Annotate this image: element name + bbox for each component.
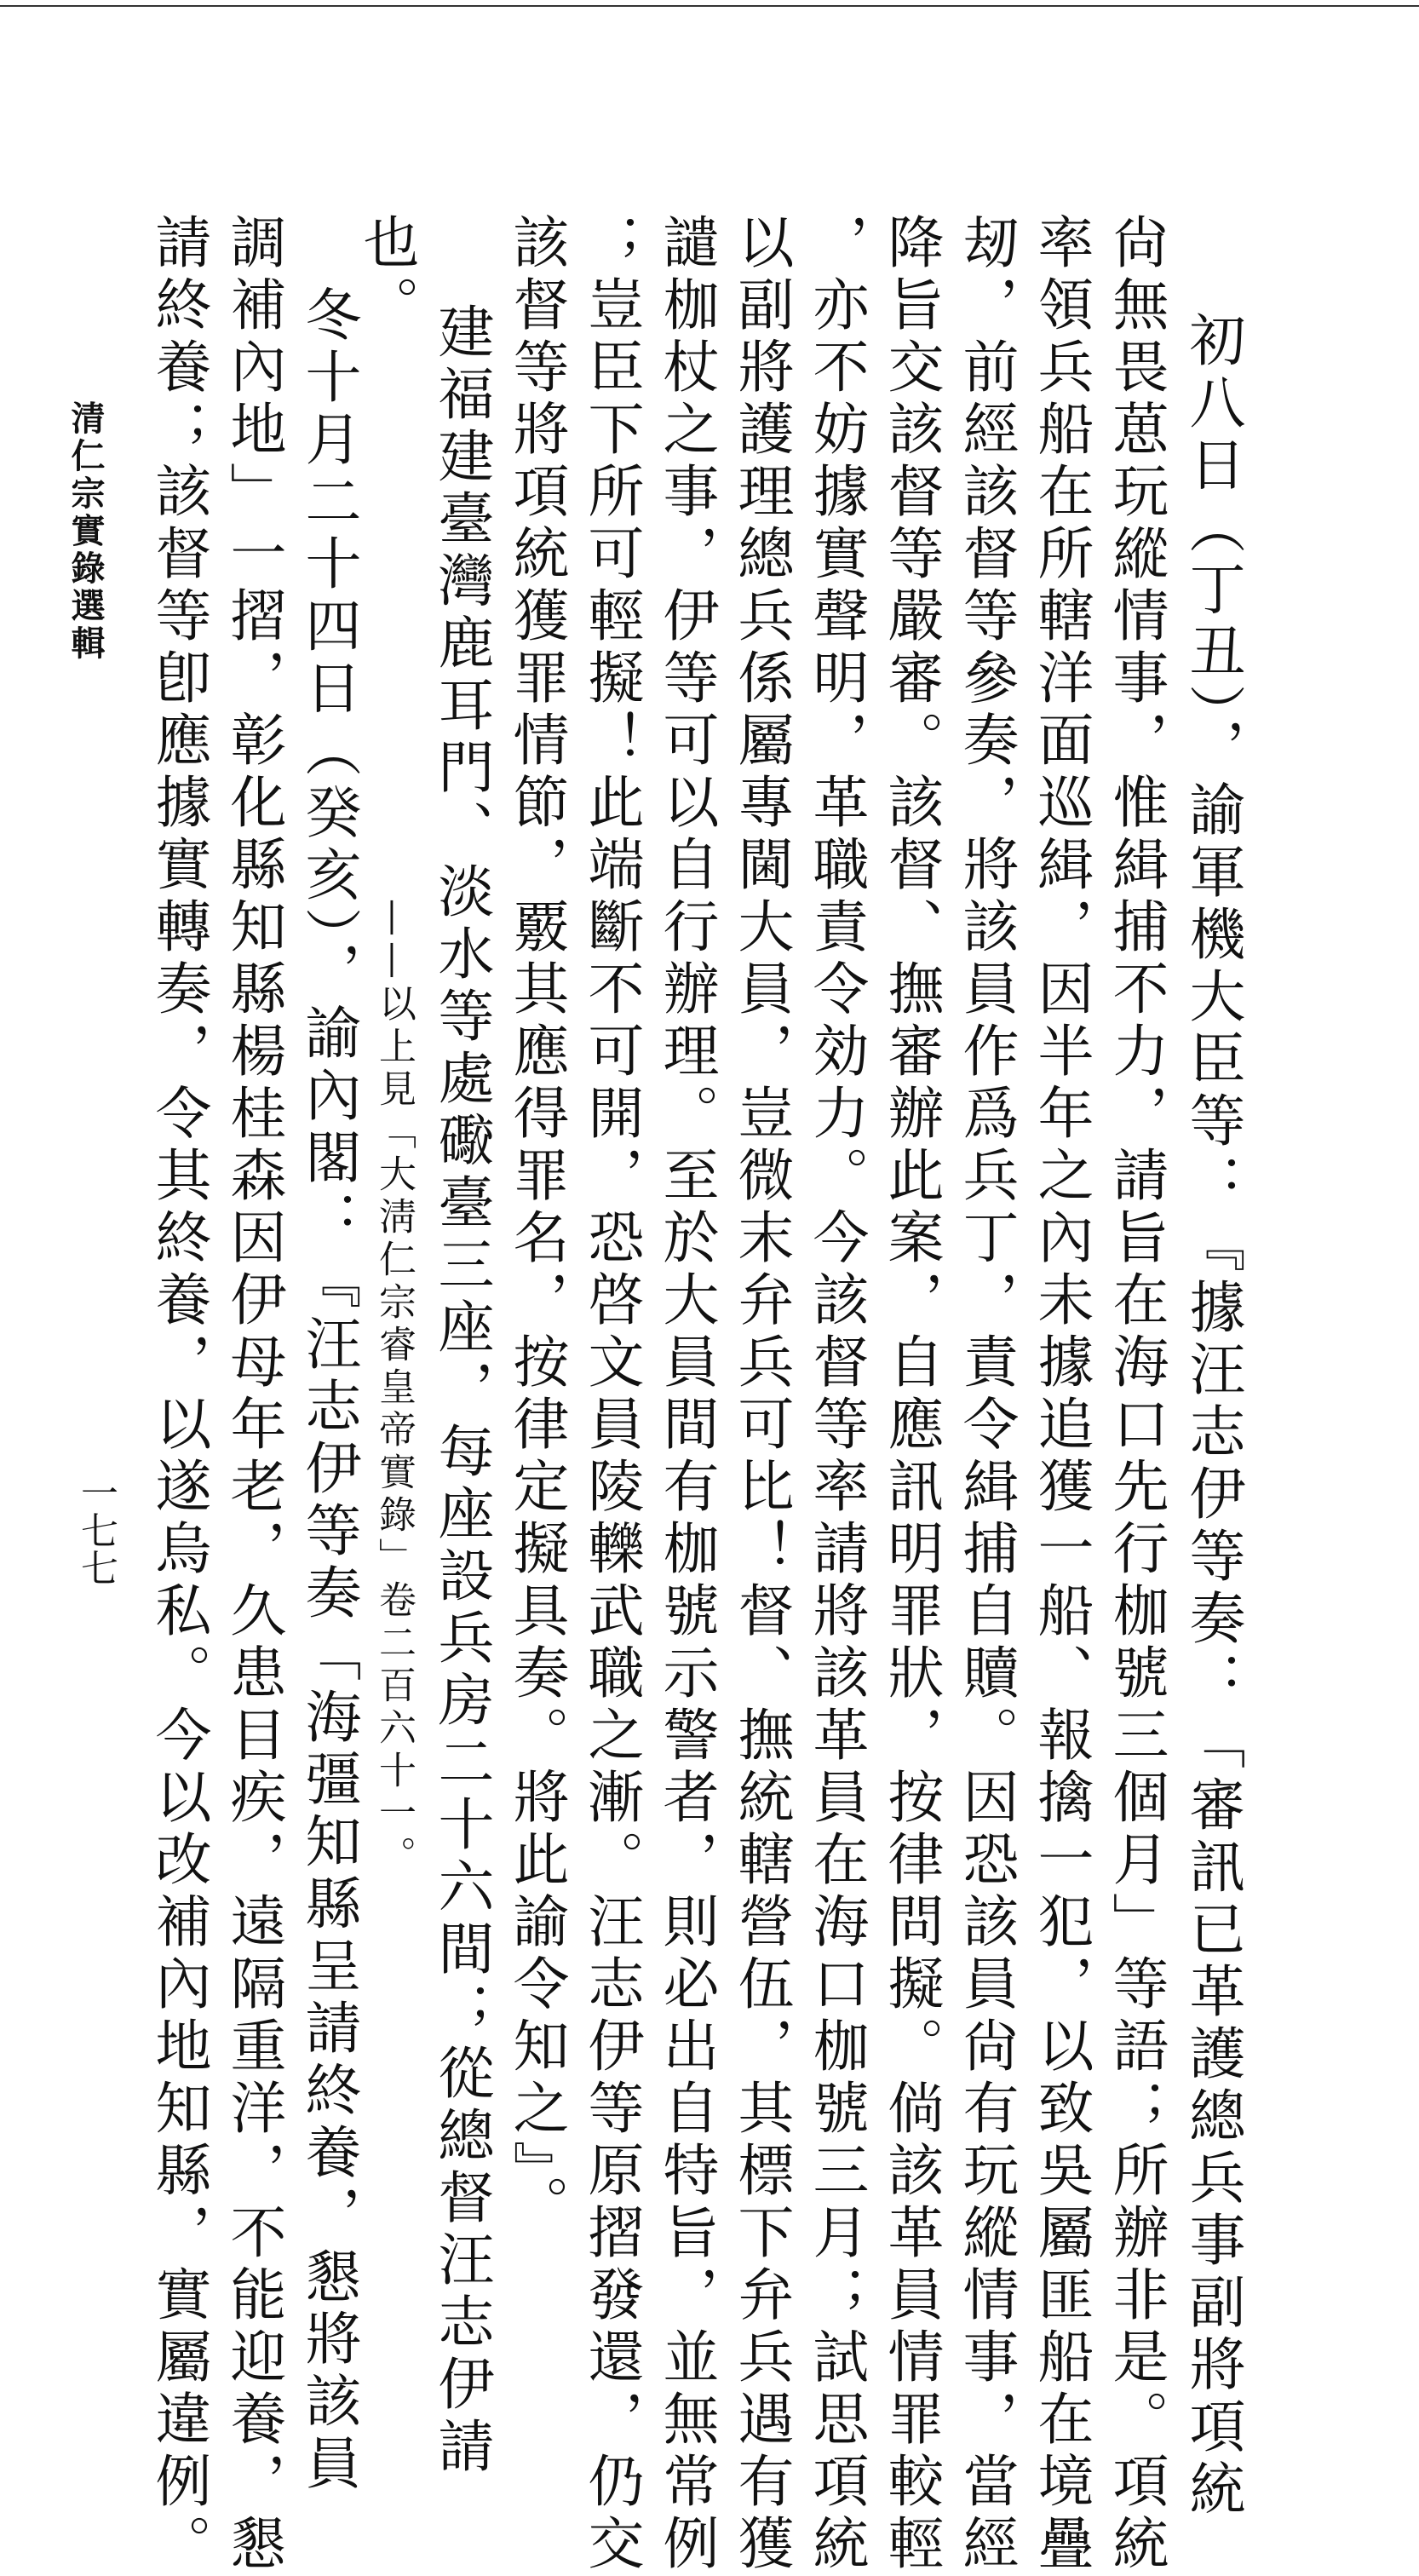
text-column-1: [1180, 311, 1245, 2521]
text-column-11: [428, 302, 494, 2479]
text-column-10: [503, 213, 569, 2237]
column-text: 初八日（丁丑），諭軍機大臣等：『據汪志伊等奏：「審訊已革護總兵事副將項統: [1180, 311, 1245, 2521]
page-number: [74, 1474, 118, 1586]
text-column-3: [1028, 213, 1094, 2576]
column-text: 降旨交該督等嚴審。該督、撫審辦此案，自應訊明罪狀，按律問擬。倘該革員情罪較輕: [878, 213, 944, 2576]
text-column-2: [1103, 213, 1169, 2576]
text-column-9: [578, 213, 644, 2576]
text-column-12: [353, 213, 419, 337]
page-number-text: 一七七: [74, 1474, 118, 1586]
text-column-15: [146, 213, 211, 2576]
text-column-7: [728, 213, 794, 2576]
text-column-6: [803, 213, 869, 2576]
column-text: 尙無畏葸玩縱情事，惟緝捕不力，請旨在海口先行枷號三個月」等語；所辦非是。項統: [1103, 213, 1169, 2576]
text-column-13: [296, 285, 361, 2496]
column-text: 刼，前經該督等參奏，將該員作爲兵丁，責令緝捕自贖。因恐該員尙有玩縱情事，當經: [953, 213, 1019, 2576]
source-note: [372, 899, 416, 1878]
text-column-4: [953, 213, 1019, 2576]
column-text: 該督等將項統獲罪情節，覈其應得罪名，按律定擬具奏。將此諭令知之』。: [503, 213, 569, 2237]
source-note-text: ——以上見「大淸仁宗睿皇帝實錄」卷二百六十一。: [372, 899, 416, 1878]
column-text: 建福建臺灣鹿耳門、淡水等處礮臺三座，每座設兵房二十六間；從總督汪志伊請: [428, 302, 494, 2479]
column-text: ，亦不妨據實聲明，革職責令効力。今該督等率請將該革員在海口枷號三月；試思項統: [803, 213, 869, 2576]
column-text: 請終養；該督等卽應據實轉奏，令其終養，以遂烏私。今以改補內地知縣，實屬違例。: [146, 213, 211, 2576]
text-column-8: [653, 213, 719, 2576]
text-column-14: [221, 213, 286, 2576]
column-text: 率領兵船在所轄洋面巡緝，因半年之內未據追獲一船、報擒一犯，以致吳屬匪船在境疊: [1028, 213, 1094, 2576]
column-text: 以副將護理總兵係屬專閫大員，豈微末弁兵可比！督、撫統轄營伍，其標下弁兵遇有獲: [728, 213, 794, 2576]
column-text: ；豈臣下所可輕擬！此端斷不可開，恐啓文員陵轢武職之漸。汪志伊等原摺發還，仍交: [578, 213, 644, 2576]
column-text: 冬十月二十四日（癸亥），諭內閣：『汪志伊等奏「海彊知縣呈請終養，懇將該員: [296, 285, 361, 2496]
text-column-5: [878, 213, 944, 2576]
running-header-text: 清仁宗實錄選輯: [66, 400, 106, 663]
column-text: 也。: [353, 213, 419, 337]
column-text: 調補內地」一摺，彰化縣知縣楊桂森因伊母年老，久患目疾，遠隔重洋，不能迎養，懇: [221, 213, 286, 2576]
column-text: 譴枷杖之事，伊等可以自行辦理。至於大員間有枷號示警者，則必出自特旨，並無常例: [653, 213, 719, 2576]
running-header: [66, 400, 106, 663]
